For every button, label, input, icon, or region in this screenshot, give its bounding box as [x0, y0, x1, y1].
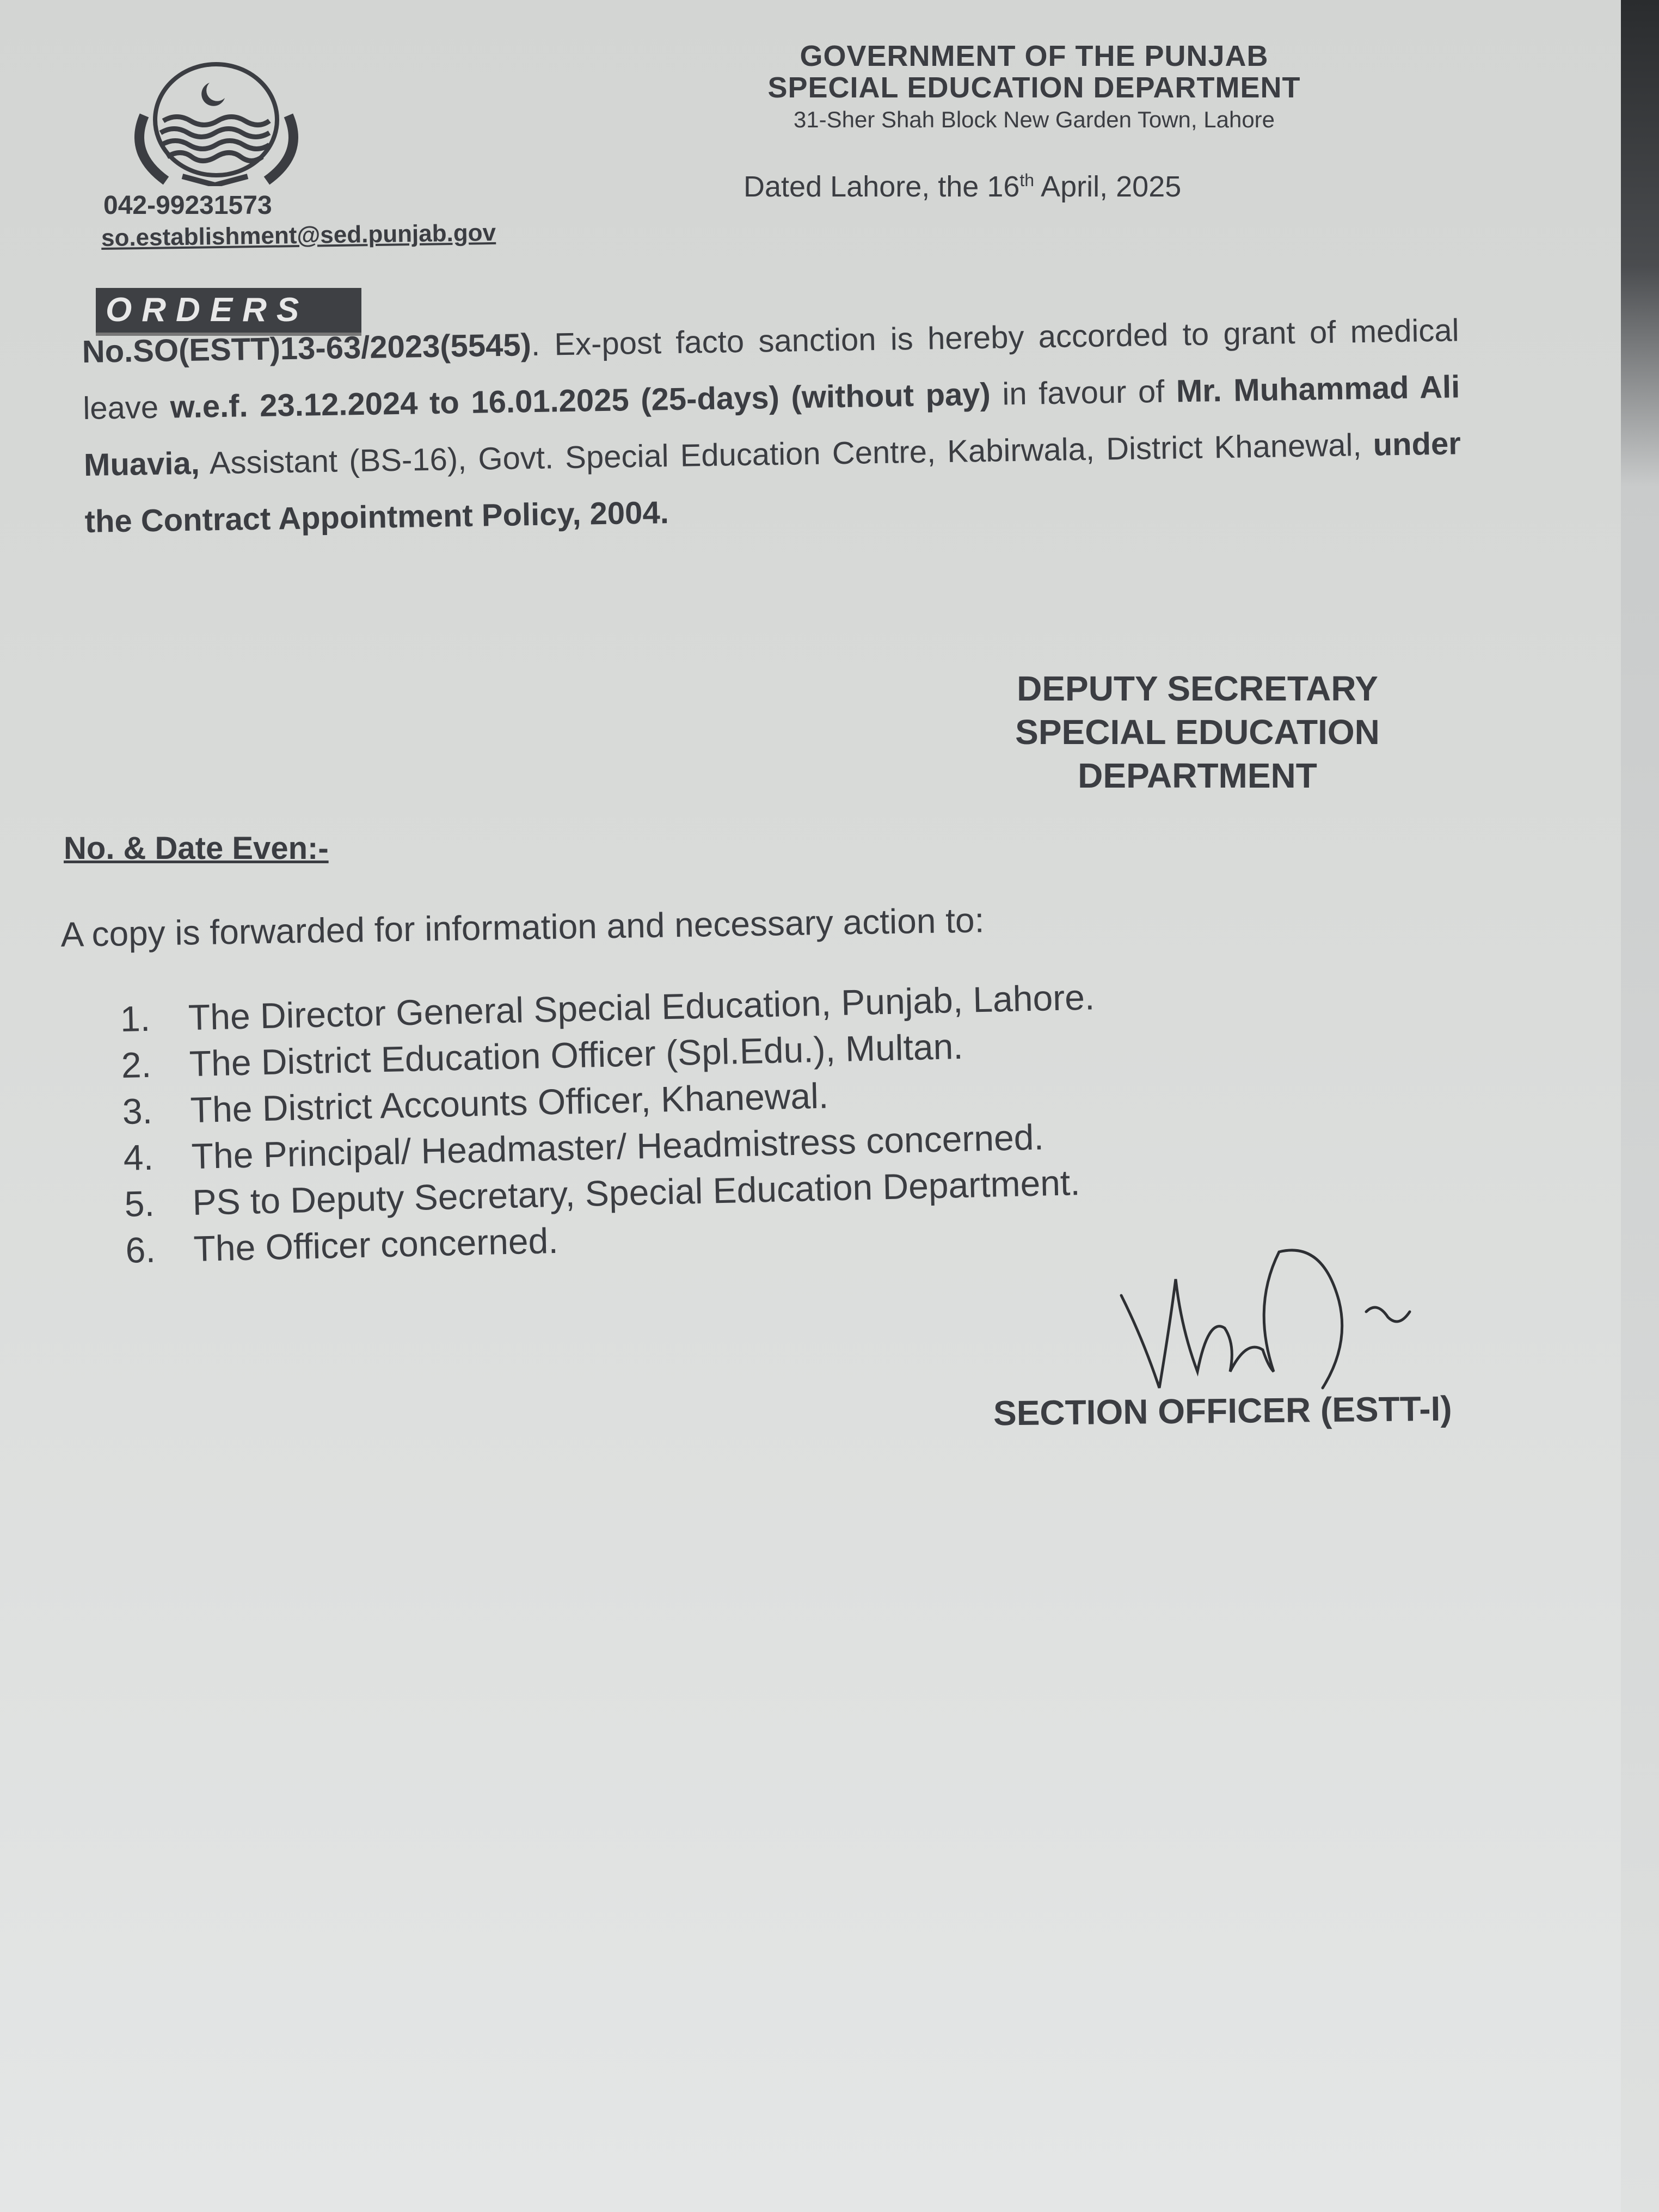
- list-item: 3. The District Accounts Officer, Khanewal.: [121, 1075, 829, 1132]
- handwritten-signature: [1110, 1225, 1448, 1399]
- even-heading: No. & Date Even:-: [64, 831, 329, 866]
- recipient-list: [120, 974, 1101, 1273]
- list-item: 2. The District Education Officer (Spl.Edu.), Multan.: [121, 1025, 964, 1085]
- header-department: SPECIAL EDUCATION DEPARTMENT: [767, 71, 1301, 104]
- section-officer-signatory: SECTION OFFICER (ESTT-I): [993, 1388, 1453, 1433]
- order-body: No.SO(ESTT)13-63/2023(5545). Ex-post facto sanction is hereby accorded to grant of medical leave w.e.f. 23.12.2024 to 16.01.2025 (25-days) (without pay) in favour of Mr. Muhammad Ali Muavia, Assistant (BS-16), Govt. Special Education Centre, Kabirwala, District Khanewal, under the Contract Appointment Policy, 2004.: [82, 312, 1461, 539]
- list-item: 5. PS to Deputy Secretary, Special Education Department.: [124, 1162, 1081, 1224]
- contact-email[interactable]: so.establishment@sed.punjab.gov: [101, 219, 496, 252]
- list-item: 4. The Principal/ Headmaster/ Headmistress concerned.: [122, 1116, 1044, 1178]
- forward-text: A copy is forwarded for information and necessary action to:: [60, 900, 985, 954]
- order-number: No.SO(ESTT)13-63/2023(5545): [82, 327, 532, 370]
- contact-phone: 042-99231573: [103, 191, 272, 220]
- deputy-secretary-signatory: DEPUTY SECRETARY SPECIAL EDUCATION DEPARTMENT: [1015, 669, 1380, 795]
- background-edge: [1621, 0, 1659, 2212]
- officer-name: Mr. Muhammad Ali Muavia,: [83, 369, 1460, 483]
- header-address: 31-Sher Shah Block New Garden Town, Lahore: [793, 107, 1275, 132]
- order-date: Dated Lahore, the 16th April, 2025: [744, 170, 1182, 203]
- list-item: 6. The Officer concerned.: [125, 1220, 559, 1270]
- list-item: 1. The Director General Special Education, Punjab, Lahore.: [120, 976, 1095, 1039]
- punjab-emblem-icon: [122, 61, 310, 186]
- orders-label: ORDERS: [96, 288, 361, 336]
- header-government: GOVERNMENT OF THE PUNJAB: [800, 40, 1269, 72]
